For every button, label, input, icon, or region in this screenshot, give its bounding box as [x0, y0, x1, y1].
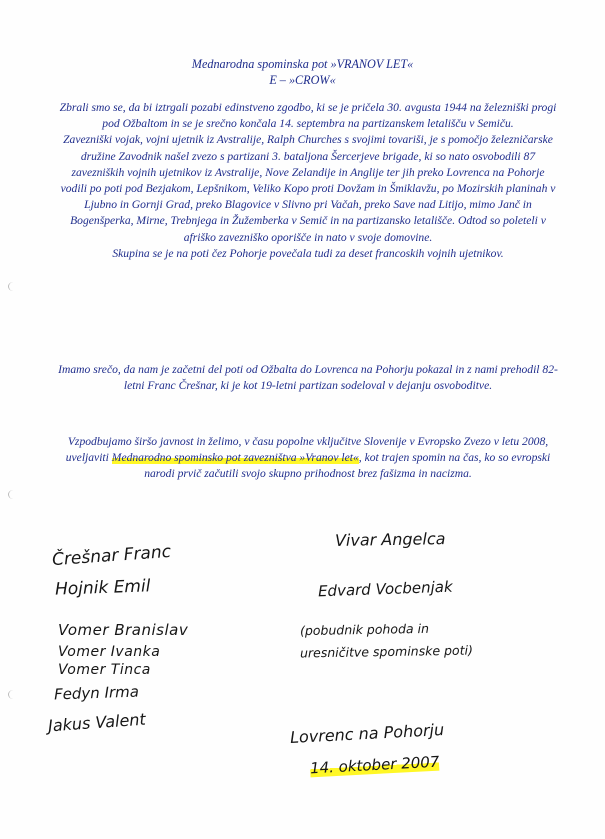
signing-date: [310, 753, 440, 778]
header-subtitle: E – »CROW«: [269, 73, 336, 87]
signature-left: Vomer Ivanka: [58, 644, 161, 660]
appeal-highlighted-text: Mednarodno spominsko pot zavezništva »Vranov let«: [111, 451, 359, 465]
paragraph-block-cresnar: [58, 362, 558, 394]
signing-date-highlight: 14. oktober 2007: [309, 752, 440, 778]
punch-hole-mark: [8, 690, 18, 699]
signature-left: Vomer Tinca: [58, 662, 151, 678]
paragraph-block-main: [58, 100, 558, 262]
signature-left: Jakus Valent: [47, 709, 147, 736]
signature-left: Vomer Branislav: [58, 621, 189, 639]
signature-initiator: Edvard Vocbenjak: [317, 577, 453, 601]
signature-right-top: Vivar Angelca: [334, 529, 446, 550]
paragraph-block-appeal: [58, 434, 558, 483]
signature-left: Črešnar Franc: [51, 541, 172, 571]
document-header: [0, 56, 605, 88]
initiator-note: uresničitve spominske poti): [299, 642, 474, 661]
paragraph-french: Skupina se je na poti čez Pohorje povečala tudi za deset francoskih vojnih ujetnikov.: [112, 246, 504, 260]
appeal-text-after: , kot trajen spomin na čas, ko so evropski narodi prvič začutili svojo skupno prihodnost brez fašizma in nacizma.: [144, 451, 551, 481]
paragraph-cresnar: Imamo srečo, da nam je začetni del poti od Ožbalta do Lovrenca na Pohorju pokazal in z nami prehodil 82-letni Franc Črešnar, ki je kot 19-letni partizan sodeloval v dejanju osvoboditve.: [58, 363, 558, 393]
initiator-note: (pobudnik pohoda in: [299, 620, 430, 639]
signature-left: Fedyn Irma: [53, 682, 140, 704]
header-title: Mednarodna spominska pot »VRANOV LET«: [191, 57, 414, 71]
paragraph-intro: Zbrali smo se, da bi iztrgali pozabi edinstveno zgodbo, ki se je pričela 30. avgusta 1944 na železniški progi pod Ožbaltom in se je srečno končala 14. septembra na partizanskem letališču v Semiču.: [59, 101, 557, 131]
paragraph-story: Zavezniški vojak, vojni ujetnik iz Avstralije, Ralph Churches s svojimi tovariši, je s pomočjo železničarske družine Zavodnik našel zvezo s partizani 3. bataljona Šercerjeve brigade, ki so nato osvobodili 87 zavezniških vojnih ujetnikov iz Avstralije, Nove Zelandije in Anglije ter jih preko Lovrenca na Pohorje vodili po poti pod Bezjakom, Lepšnikom, Veliko Kopo proti Dovžam in Šmiklavžu, po Mozirskih planinah v Ljubno in Gornji Grad, preko Blagovice v Slivno pri Vačah, preko Save nad Litijo, mimo Janč in Bogenšperka, Mirne, Trebnjega in Žužemberka v Semič in na partizansko letališče. Odtod so poleteli v afriško zavezniško oporišče in nato v svoje domovine.: [60, 133, 556, 244]
appeal-text-before: Vzpodbujamo širšo javnost in želimo, v času popolne vključitve Slovenije v Evropsko Zvezo v letu 2008, uveljaviti: [65, 435, 549, 465]
paragraph-appeal: [58, 434, 558, 483]
signature-left: Hojnik Emil: [54, 576, 151, 600]
punch-hole-mark: [8, 490, 18, 499]
signing-place: Lovrenc na Pohorju: [289, 719, 445, 748]
punch-hole-mark: [8, 282, 18, 291]
